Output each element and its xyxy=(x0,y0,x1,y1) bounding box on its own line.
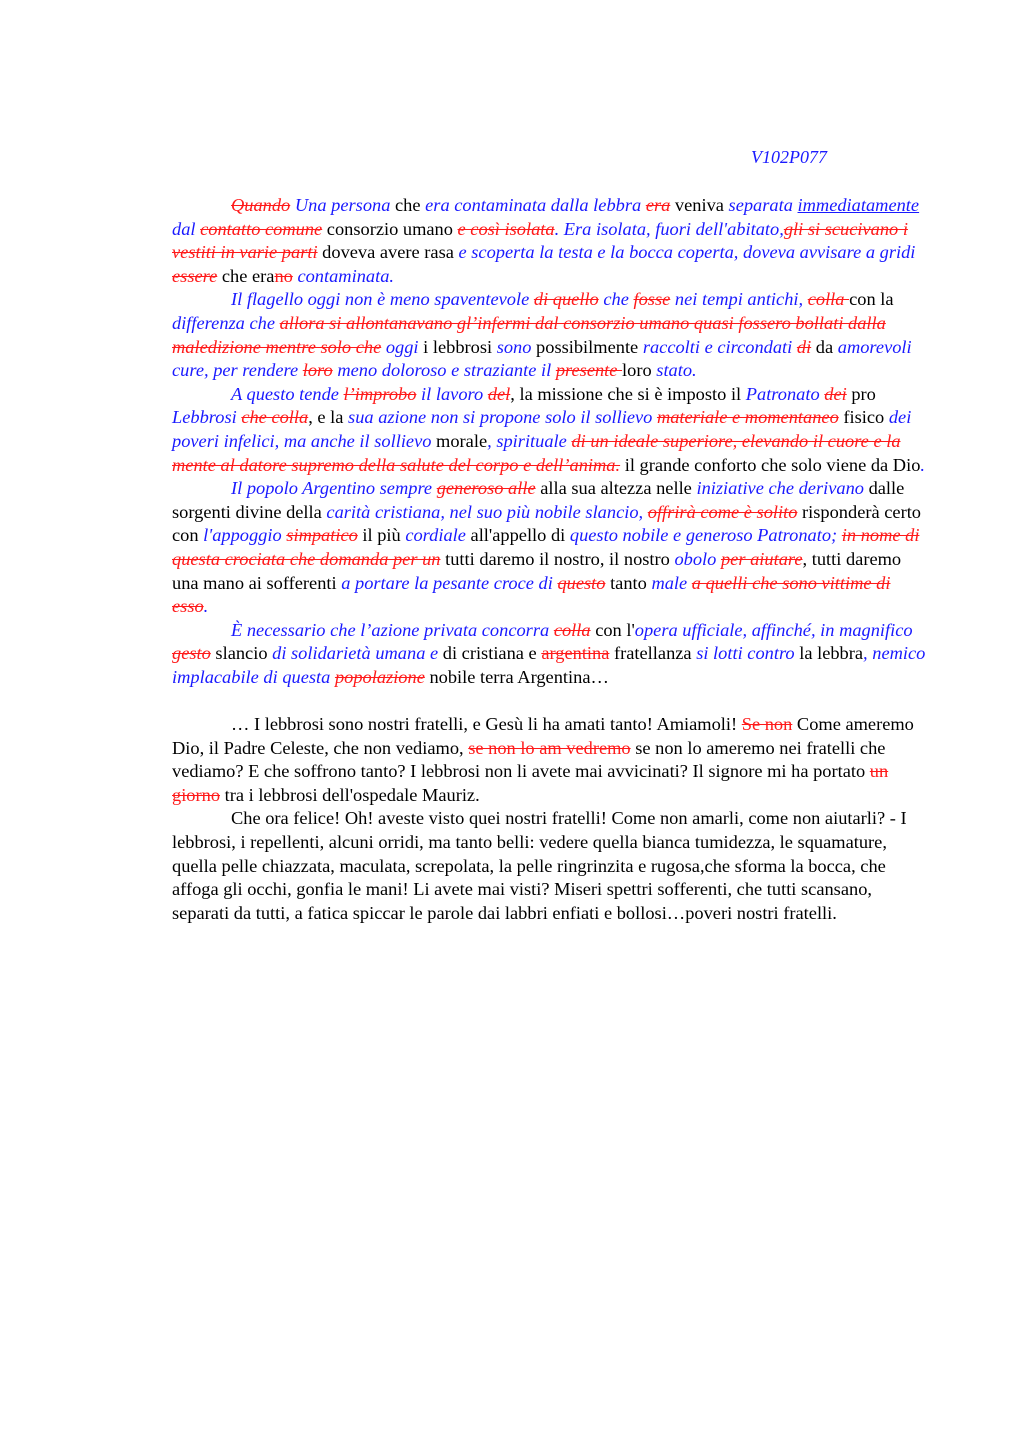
plain-text: possibilmente xyxy=(531,336,643,357)
inserted-text: dei poveri infelici, ma anche il sollievo xyxy=(172,407,912,451)
paragraph-azione-privata xyxy=(172,619,927,690)
plain-text: tutti daremo il nostro, il nostro xyxy=(440,548,675,569)
plain-text: da xyxy=(811,336,838,357)
paragraph-gap xyxy=(172,689,927,713)
deleted-text: del xyxy=(487,383,511,404)
deleted-text: un giorno xyxy=(172,761,889,805)
plain-text: loro xyxy=(622,360,657,381)
deleted-text: di xyxy=(796,336,812,357)
inserted-text: iniziative che derivano xyxy=(696,478,864,499)
deleted-text: dei xyxy=(824,383,847,404)
plain-text: i lebbrosi xyxy=(418,336,497,357)
deleted-text: Se non xyxy=(741,714,793,735)
inserted-text: obolo xyxy=(674,548,717,569)
paragraph-ora-felice xyxy=(172,807,927,925)
page-identifier: V102P077 xyxy=(751,147,827,167)
inserted-text: si lotti contro xyxy=(696,643,795,664)
plain-text: se non lo ameremo nei fratelli che vediamo? E che soffrono tanto? I lebbrosi non li avete mai avvicinati? Il signore mi ha portato xyxy=(172,737,886,782)
paragraph-persona-contaminata xyxy=(172,194,927,288)
plain-text: veniva xyxy=(670,195,729,215)
deleted-text: era xyxy=(645,195,671,215)
plain-text: il più xyxy=(357,525,406,546)
inserted-text: raccolti e circondati xyxy=(642,336,793,357)
deleted-text: di quello xyxy=(533,289,599,310)
deleted-text: no xyxy=(274,265,293,286)
plain-text: fisico xyxy=(838,407,889,428)
deleted-text: di un ideale superiore, elevando il cuore e la mente al datore supremo della salute del corpo e dell’anima. xyxy=(172,430,901,475)
deleted-text: questo xyxy=(557,572,606,593)
plain-text: che xyxy=(390,195,426,215)
inserted-text: nei tempi antichi, xyxy=(674,289,804,310)
inserted-text: e scoperta la testa e la bocca coperta, doveva avvisare a gridi xyxy=(458,242,916,263)
inserted-text: Il flagello oggi non è meno spaventevole xyxy=(231,289,530,310)
inserted-text: È necessario che l’azione privata concorra xyxy=(231,619,550,640)
inserted-text: che xyxy=(603,289,629,310)
deleted-text: a quelli che sono vittime di esso xyxy=(172,572,891,617)
deleted-text: e così isolata xyxy=(457,218,555,239)
plain-text: alla sua altezza nelle xyxy=(535,478,697,499)
plain-text: con la xyxy=(849,289,894,310)
plain-text: la lebbra xyxy=(794,643,864,664)
deleted-text: essere xyxy=(172,265,218,286)
plain-text: fratellanza xyxy=(609,643,697,664)
deleted-text: loro xyxy=(302,360,333,381)
deleted-text: gli si scucivano i vestiti in varie parti xyxy=(172,218,908,263)
inserted-text: il lavoro xyxy=(421,383,484,404)
deleted-text: gesto xyxy=(172,643,211,664)
inserted-text: differenza che xyxy=(172,312,275,333)
deleted-text: colla xyxy=(807,289,850,310)
plain-text: pro xyxy=(846,383,876,404)
deleted-text: popolazione xyxy=(334,666,425,687)
plain-text: di cristiana e xyxy=(438,643,542,664)
deleted-text: per aiutare xyxy=(720,548,803,569)
deleted-text: offrirà come è solito xyxy=(647,501,798,522)
inserted-text: male xyxy=(651,572,688,593)
deleted-text: l’improbo xyxy=(343,383,417,404)
deleted-text: in nome di questa crociata che domanda per un xyxy=(172,525,920,569)
inserted-text: l'appoggio xyxy=(203,525,282,546)
inserted-text: sono xyxy=(496,336,532,357)
inserted-text: contaminata. xyxy=(292,265,394,286)
inserted-text: A questo tende xyxy=(231,383,339,404)
inserted-text: , nemico implacabile di questa xyxy=(172,643,926,687)
inserted-text: dal xyxy=(172,218,196,239)
inserted-text: . Era isolata, fuori dell'abitato, xyxy=(554,218,784,239)
deleted-text: allora si allontanavano gl’infermi dal consorzio umano quasi fossero bollati dalla maledizione mentre solo che xyxy=(172,312,886,357)
inserted-text: oggi xyxy=(385,336,419,357)
inserted-text: separata xyxy=(728,195,793,215)
inserted-text: opera ufficiale, affinché, in magnifico xyxy=(634,619,913,640)
inserted-text: di solidarietà umana e xyxy=(272,643,439,664)
plain-text: doveva avere rasa xyxy=(317,242,459,263)
plain-text: slancio xyxy=(210,643,273,664)
inserted-text: Lebbrosi xyxy=(172,407,237,428)
plain-text: tanto xyxy=(605,572,652,593)
deleted-text: che colla xyxy=(241,407,309,428)
inserted-text: era contaminata dalla lebbra xyxy=(425,195,642,215)
inserted-text: . xyxy=(920,454,926,475)
inserted-underlined-text: immediatamente xyxy=(797,195,920,215)
inserted-text: Il popolo Argentino sempre xyxy=(231,478,433,499)
deleted-text: se non lo am vedremo xyxy=(468,737,631,758)
paragraph-popolo-argentino xyxy=(172,477,927,619)
plain-text: morale xyxy=(431,430,488,451)
deleted-text: fosse xyxy=(633,289,671,310)
plain-text: risponderà certo con xyxy=(172,501,921,546)
deleted-text: contatto comune xyxy=(200,218,323,239)
inserted-text: amorevoli cure, per rendere xyxy=(172,336,912,381)
plain-text: , e la xyxy=(308,407,349,428)
deleted-text: Quando xyxy=(231,195,291,215)
inserted-text: . xyxy=(203,596,209,617)
inserted-text: a portare la pesante croce di xyxy=(341,572,553,593)
plain-text: con l' xyxy=(590,619,635,640)
plain-text: tra i lebbrosi dell'ospedale Mauriz. xyxy=(220,784,480,805)
inserted-text: Patronato xyxy=(745,383,820,404)
plain-text: , la missione che si è imposto il xyxy=(510,383,746,404)
deleted-text: generoso alle xyxy=(436,478,536,499)
inserted-text: stato. xyxy=(656,360,697,381)
plain-text: consorzio umano xyxy=(322,218,458,239)
deleted-text: materiale e momentaneo xyxy=(656,407,839,428)
plain-text: … I lebbrosi sono nostri fratelli, e Gesù li ha amati tanto! Amiamoli! xyxy=(231,714,742,735)
inserted-text: questo nobile e generoso Patronato; xyxy=(569,525,838,546)
plain-text: dalle sorgenti divine della xyxy=(172,478,905,522)
plain-text: Che ora felice! Oh! aveste visto quei nostri fratelli! Come non amarli, come non aiutarli? - I lebbrosi, i repellenti, alcuni orridi, ma tanto belli: vedere quella bianca tumidezza, le squamature, quella pelle chiazzata, maculata, screpolata, la pelle ringrinzita e rugosa,che sforma la bocca, che affoga gli occhi, gonfia le mani! Li avete mai visti? Miseri spettri sofferenti, che tutti scansano, separati da tutti, a fatica spiccar le parole dai labbri enfiati e bollosi…poveri nostri fratelli. xyxy=(172,808,907,923)
paragraph-flagello xyxy=(172,288,927,382)
inserted-text: cordiale xyxy=(405,525,466,546)
plain-text: nobile terra Argentina… xyxy=(424,666,609,687)
plain-text: all'appello di xyxy=(465,525,570,546)
deleted-text: argentina xyxy=(541,643,610,664)
inserted-text: carità cristiana, nel suo più nobile slancio, xyxy=(326,501,644,522)
inserted-text: Una persona xyxy=(294,195,391,215)
inserted-text: meno doloroso e straziante il xyxy=(337,360,552,381)
paragraph-missione-patronato xyxy=(172,383,927,477)
plain-text: , tutti daremo una mano ai sofferenti xyxy=(172,548,902,593)
paragraph-lebbrosi-fratelli xyxy=(172,713,927,807)
deleted-text: simpatico xyxy=(286,525,358,546)
plain-text: Come ameremo Dio, il Padre Celeste, che non vediamo, xyxy=(172,714,914,758)
manuscript-text xyxy=(172,194,927,925)
plain-text: il grande conforto che solo viene da Dio xyxy=(620,454,921,475)
deleted-text: presente xyxy=(555,360,623,381)
plain-text: che era xyxy=(217,265,275,286)
inserted-text: , spirituale xyxy=(487,430,567,451)
deleted-text: colla xyxy=(553,619,591,640)
inserted-text: sua azione non si propone solo il sollievo xyxy=(348,407,653,428)
